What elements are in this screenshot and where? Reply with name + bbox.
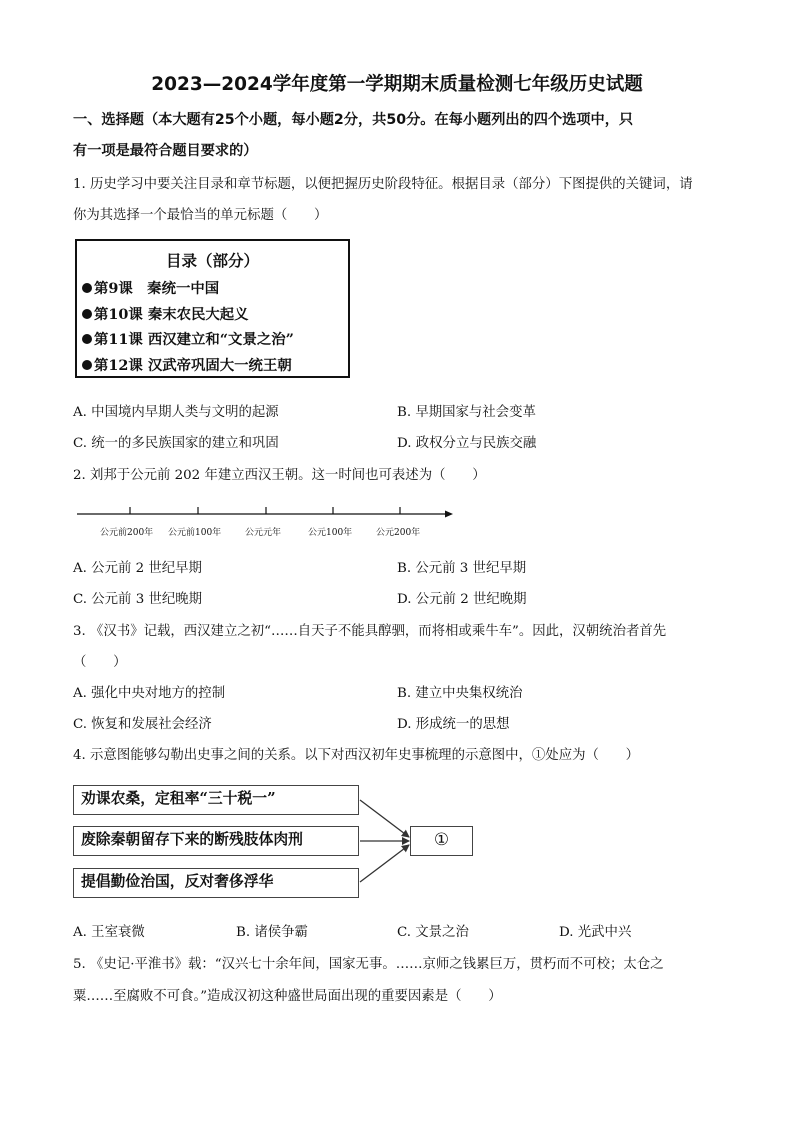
q4-box-2: 废除秦朝留存下来的断残肢体肉刑 <box>73 826 359 856</box>
q1-stem-line2: 你为其选择一个最恰当的单元标题（ ） <box>73 208 328 223</box>
q4-option-b[interactable]: B. 诸侯争霸 <box>236 925 308 940</box>
section-heading-line1: 一、选择题（本大题有25个小题，每小题2分，共50分。在每小题列出的四个选项中，只 <box>73 112 634 128</box>
q4-option-d[interactable]: D. 光武中兴 <box>559 925 632 940</box>
toc-title: 目录（部分） <box>165 251 259 270</box>
q3-option-b[interactable]: B. 建立中央集权统治 <box>397 686 523 701</box>
bullet-icon <box>82 309 92 319</box>
timeline-label: 公元200年 <box>376 528 421 538</box>
q1-option-b[interactable]: B. 早期国家与社会变革 <box>397 405 536 420</box>
q2-stem-line1: 2. 刘邦于公元前 202 年建立西汉王朝。这一时间也可表述为（ ） <box>73 468 486 483</box>
q4-stem-line1: 4. 示意图能够勾勒出史事之间的关系。以下对西汉初年史事梳理的示意图中，①处应为（ ） <box>73 748 640 763</box>
q4-box-1: 劝课农桑，定租率“三十税一” <box>73 785 359 815</box>
arrow-icon <box>360 800 409 837</box>
q5-stem-line2: 粟……至腐败不可食。”造成汉初这种盛世局面出现的重要因素是（ ） <box>73 989 502 1004</box>
page-title: 2023—2024学年度第一学期期末质量检测七年级历史试题 <box>151 74 643 95</box>
toc-item: 第11课 西汉建立和“文景之治” <box>82 328 294 349</box>
bullet-icon <box>82 360 92 370</box>
q4-target-box: ① <box>410 826 473 856</box>
q3-stem-line1: 3. 《汉书》记载，西汉建立之初“……自天子不能具醇驷，而将相或乘牛车”。因此，汉朝统治者首先 <box>73 624 667 639</box>
toc-item: 第12课 汉武帝巩固大一统王朝 <box>82 354 292 375</box>
q1-option-a[interactable]: A. 中国境内早期人类与文明的起源 <box>73 405 279 420</box>
q5-stem-line1: 5. 《史记·平淮书》载：“汉兴七十余年间，国家无事。……京师之钱累巨万，贯朽而不可校；太仓之 <box>73 957 664 972</box>
q4-option-a[interactable]: A. 王室衰微 <box>73 925 145 940</box>
q2-option-a[interactable]: A. 公元前 2 世纪早期 <box>73 561 202 576</box>
q2-option-c[interactable]: C. 公元前 3 世纪晚期 <box>73 592 203 607</box>
q3-stem-line2: （ ） <box>73 655 127 670</box>
q1-option-c[interactable]: C. 统一的多民族国家的建立和巩固 <box>73 436 279 451</box>
bullet-icon <box>82 334 92 344</box>
toc-item: 第9课 秦统一中国 <box>82 277 219 298</box>
arrow-icon <box>360 845 409 882</box>
timeline-label: 公元100年 <box>308 528 353 538</box>
timeline-label: 公元元年 <box>245 528 282 538</box>
section-heading-line2: 有一项是最符合题目要求的） <box>73 143 258 159</box>
q4-box-3: 提倡勤俭治国，反对奢侈浮华 <box>73 868 359 898</box>
q3-option-d[interactable]: D. 形成统一的思想 <box>397 717 510 732</box>
q1-stem-line1: 1. 历史学习中要关注目录和章节标题，以便把握历史阶段特征。根据目录（部分）下图提供的关键词，请 <box>73 177 693 192</box>
q2-option-b[interactable]: B. 公元前 3 世纪早期 <box>397 561 527 576</box>
q3-option-c[interactable]: C. 恢复和发展社会经济 <box>73 717 212 732</box>
q1-toc-figure <box>75 239 350 378</box>
q1-option-d[interactable]: D. 政权分立与民族交融 <box>397 436 537 451</box>
q2-option-d[interactable]: D. 公元前 2 世纪晚期 <box>397 592 527 607</box>
toc-item: 第10课 秦末农民大起义 <box>82 303 249 324</box>
q3-option-a[interactable]: A. 强化中央对地方的控制 <box>73 686 226 701</box>
q4-arrows <box>359 795 414 890</box>
q4-option-c[interactable]: C. 文景之治 <box>397 925 469 940</box>
timeline-label: 公元前100年 <box>168 528 222 538</box>
timeline-arrow-icon <box>445 511 453 518</box>
bullet-icon <box>82 283 92 293</box>
timeline-label: 公元前200年 <box>100 528 154 538</box>
